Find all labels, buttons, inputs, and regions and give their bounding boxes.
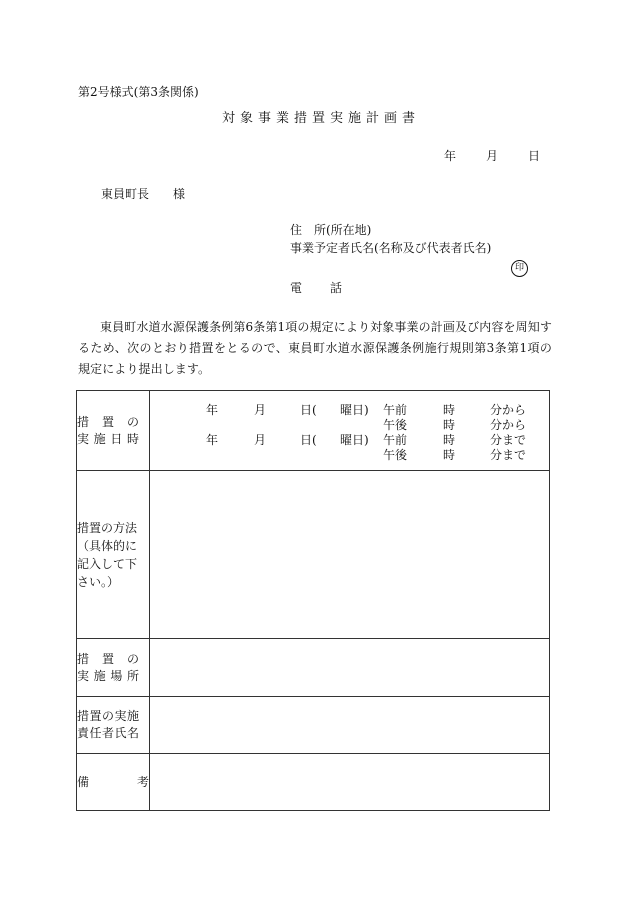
dt-end-am-until: 分まで bbox=[490, 432, 527, 447]
location-value-cell[interactable] bbox=[150, 639, 550, 697]
location-label-line1: 措 置 の bbox=[77, 651, 139, 666]
dt-start-pm-from: 分から bbox=[490, 417, 527, 432]
datetime-label-line1: 措 置 の bbox=[77, 414, 139, 429]
table-row bbox=[77, 391, 550, 471]
location-label-line2: 実 施 場 所 bbox=[77, 668, 139, 683]
datetime-label-cell bbox=[77, 391, 150, 471]
document-title: 対象事業措置実施計画書 bbox=[222, 111, 421, 126]
method-label-cell bbox=[77, 471, 150, 639]
dt-start-am-hour: 時 bbox=[443, 402, 456, 417]
form-number: 第2号様式(第3条関係) bbox=[78, 85, 199, 99]
seal-mark: 印 bbox=[511, 260, 528, 277]
remarks-label-cell bbox=[77, 754, 150, 811]
dt-start-month: 月 bbox=[254, 402, 267, 417]
remarks-label: 備 考 bbox=[77, 774, 150, 789]
dt-end-am-hour: 時 bbox=[443, 432, 456, 447]
date-day: 日 bbox=[528, 149, 541, 163]
body-paragraph: 東員町水道水源保護条例第6条第1項の規定により対象事業の計画及び内容を周知するため、次のとおり措置をとるので、東員町水道水源保護条例施行規則第3条第1項の規定により提出します。 bbox=[78, 320, 552, 376]
dt-start-am: 午前 bbox=[383, 402, 408, 417]
dt-end-day: 日( bbox=[300, 432, 317, 447]
dt-start-day: 日( bbox=[300, 402, 317, 417]
submission-date bbox=[444, 150, 540, 162]
remarks-value-cell[interactable] bbox=[150, 754, 550, 811]
datetime-value-cell[interactable] bbox=[150, 391, 550, 471]
dt-start-year: 年 bbox=[206, 402, 219, 417]
addressee: 東員町長 様 bbox=[101, 187, 186, 201]
table-row bbox=[77, 639, 550, 697]
method-label: 措置の方法（具体的に記入して下さい。） bbox=[77, 520, 138, 589]
responsible-label-line2: 責任者氏名 bbox=[77, 726, 139, 740]
dt-end-pm-until: 分まで bbox=[490, 447, 527, 462]
dt-start-pm-hour: 時 bbox=[443, 417, 456, 432]
date-year: 年 bbox=[444, 149, 457, 163]
datetime-label-line2: 実 施 日 時 bbox=[77, 431, 139, 446]
table-row bbox=[77, 754, 550, 811]
date-month: 月 bbox=[486, 149, 499, 163]
dt-end-weekday: 曜日) bbox=[340, 432, 369, 447]
dt-start-am-from: 分から bbox=[490, 402, 527, 417]
applicant-name-label: 事業予定者氏名(名称及び代表者氏名) bbox=[290, 241, 492, 255]
responsible-label-cell bbox=[77, 697, 150, 754]
plan-table bbox=[76, 390, 550, 811]
table-row bbox=[77, 471, 550, 639]
dt-end-pm-hour: 時 bbox=[443, 447, 456, 462]
datetime-grid bbox=[150, 392, 549, 470]
dt-end-year: 年 bbox=[206, 432, 219, 447]
table-row bbox=[77, 697, 550, 754]
dt-start-weekday: 曜日) bbox=[340, 402, 369, 417]
responsible-label-line1: 措置の実施 bbox=[77, 709, 139, 723]
applicant-phone-label: 電 話 bbox=[290, 281, 351, 295]
applicant-address-label: 住 所(所在地) bbox=[290, 223, 372, 237]
method-value-cell[interactable] bbox=[150, 471, 550, 639]
dt-end-pm: 午後 bbox=[383, 447, 408, 462]
responsible-value-cell[interactable] bbox=[150, 697, 550, 754]
dt-start-pm: 午後 bbox=[383, 417, 408, 432]
location-label-cell bbox=[77, 639, 150, 697]
dt-end-month: 月 bbox=[254, 432, 267, 447]
dt-end-am: 午前 bbox=[383, 432, 408, 447]
